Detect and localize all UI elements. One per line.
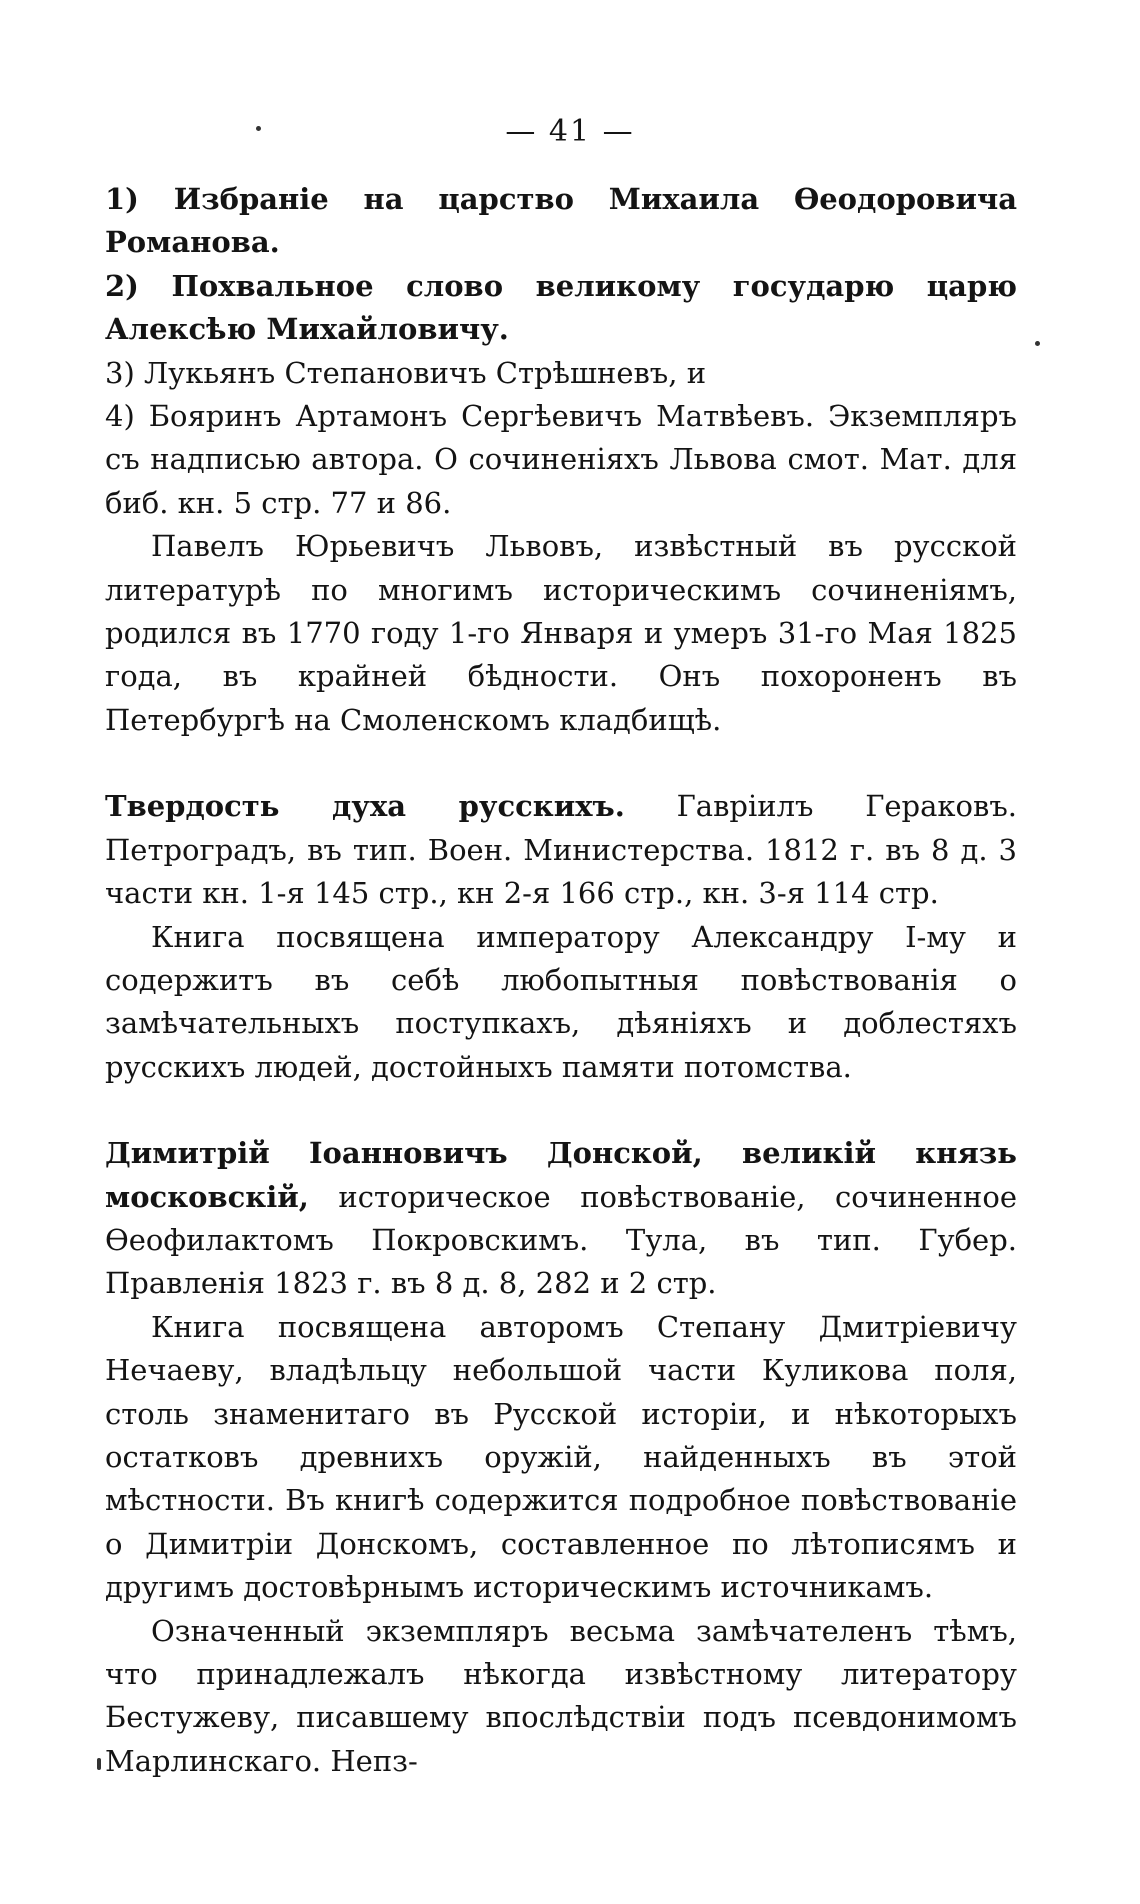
page-number: — 41 — [505, 114, 635, 149]
print-speck [1035, 341, 1040, 346]
list-item-2-text: 2) Похвальное слово великому государю царю Алексѣю Михайловичу. [105, 268, 1017, 347]
entry1-heading [105, 785, 1017, 915]
entry2-note-1: Книга посвящена авторомъ Степану Дмитріевичу Нечаеву, владѣльцу небольшой части Куликова поля, столь знаменитаго въ Русской исторіи, и нѣкоторыхъ остатковъ древнихъ оружій, найденныхъ въ этой мѣстности. Въ книгѣ содержится подробное повѣствованіе о Димитріи Донскомъ, составленное по лѣтописямъ и другимъ достовѣрнымъ историческимъ источникамъ. [105, 1309, 1017, 1605]
entry2-title: Димитрій Іоанновичъ Донской, великій князь московскій, [105, 1136, 1017, 1214]
entry1-note: Книга посвящена императору Александру I-му и содержитъ въ себѣ любопытныя повѣствованія о замѣчательныхъ поступкахъ, дѣяніяхъ и доблестяхъ русскихъ людей, достойныхъ памяти потомства. [105, 919, 1017, 1084]
page-body [105, 178, 1017, 1783]
entry2-note-2: Означенный экземпляръ весьма замѣчателенъ тѣмъ, что принадлежалъ нѣкогда извѣстному литератору Бестужеву, писавшему впослѣдствіи подъ псевдонимомъ Марлинскаго. Непз- [105, 1613, 1017, 1778]
entry2-heading [105, 1132, 1017, 1306]
spacer [105, 742, 1017, 785]
list-item-2 [105, 265, 1017, 352]
print-speck [97, 1758, 101, 1770]
entry1-citation: Гавріилъ Гераковъ. Петроградъ, въ тип. Воен. Министерства. 1812 г. въ 8 д. 3 части кн. 1-я 145 стр., кн 2-я 166 стр., кн. 3-я 114 стр. [105, 789, 1017, 911]
list-item-3: 3) Лукьянъ Степановичъ Стрѣшневъ, и [105, 355, 707, 390]
lvov-biography: Павелъ Юрьевичъ Львовъ, извѣстный въ русской литературѣ по многимъ историческимъ сочиненіямъ, родился въ 1770 году 1-го Января и умеръ 31-го Мая 1825 года, въ крайней бѣдности. Онъ похороненъ въ Петербургѣ на Смоленскомъ кладбищѣ. [105, 529, 1017, 737]
list-item-4: 4) Бояринъ Артамонъ Сергѣевичъ Матвѣевъ. Экземпляръ съ надписью автора. О сочиненіяхъ Львова смот. Мат. для биб. кн. 5 стр. 77 и 86. [105, 399, 1017, 520]
spacer [105, 1089, 1017, 1132]
print-speck [256, 126, 261, 131]
entry1-title: Твердость духа русскихъ. [105, 789, 625, 824]
list-item-1: 1) Избраніе на царство Михаила Ѳеодоровича Романова. [105, 182, 1017, 260]
entry2-citation: историческое повѣствованіе, сочиненное Ѳеофилактомъ Покровскимъ. Тула, въ тип. Губер. Правленія 1823 г. въ 8 д. 8, 282 и 2 стр. [105, 1179, 1017, 1301]
